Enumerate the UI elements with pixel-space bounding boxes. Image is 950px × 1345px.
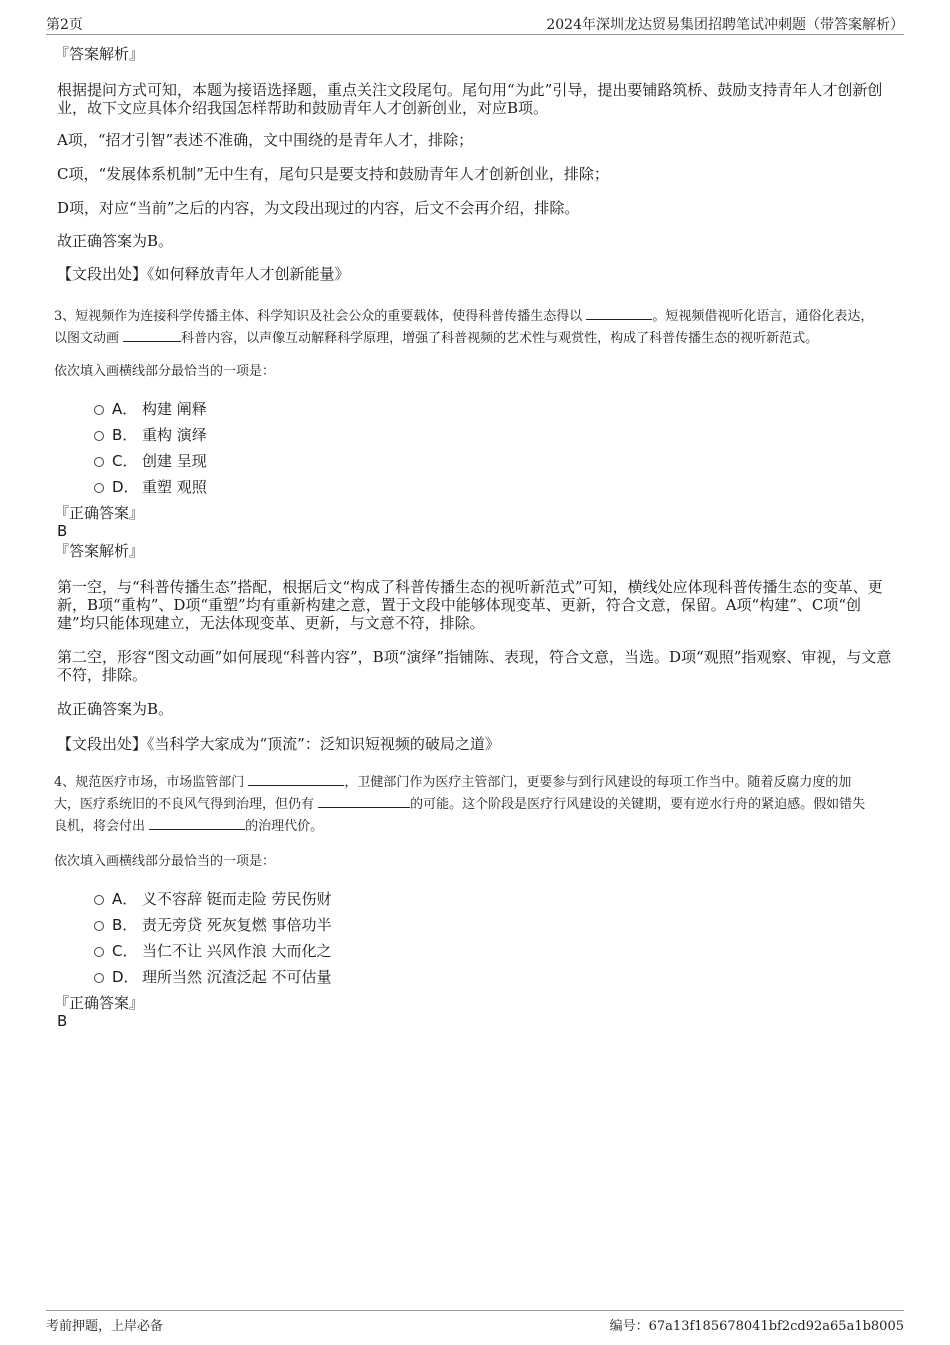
analysis-paragraph: 第一空，与“科普传播生态”搭配，根据后文“构成了科普传播生态的视听新范式”可知，横线处应体现科普传播生态的变革、更新，B项“重构”、D项“重塑”均有重新构建之意，置于文段中能够体现变革、更新，符合文意，保留。A项“构建”、C项“创建”均只能体现建立，无法体现变革、更新，与文意不符，排除。 [57, 578, 883, 632]
radio-icon[interactable] [94, 431, 104, 441]
question-prompt: 依次填入画横线部分最恰当的一项是： [54, 364, 276, 379]
question-3 [54, 305, 897, 560]
options-list [94, 886, 897, 990]
source-citation: 【文段出处】《如何释放青年人才创新能量》 [57, 265, 350, 283]
fill-blank [586, 305, 652, 320]
radio-icon[interactable] [94, 947, 104, 957]
option-d[interactable]: D． 重塑 观照 [94, 474, 897, 500]
analysis-label: 『答案解析』 [54, 542, 145, 560]
option-c[interactable]: C． 当仁不让 兴风作浪 大而化之 [94, 938, 897, 964]
radio-icon[interactable] [94, 405, 104, 415]
analysis-paragraph: A项，“招才引智”表述不准确，文中围绕的是青年人才，排除； [57, 131, 474, 149]
analysis-paragraph: C项，“发展体系机制”无中生有，尾句只是要支持和鼓励青年人才创新创业，排除； [57, 165, 609, 183]
page-footer [46, 1310, 904, 1337]
page-header [46, 12, 904, 35]
option-c[interactable]: C． 创建 呈现 [94, 448, 897, 474]
option-d[interactable]: D． 理所当然 沉渣泛起 不可估量 [94, 964, 897, 990]
document-id: 编号：67a13f185678041bf2cd92a65a1b8005 [609, 1319, 904, 1334]
option-b[interactable]: B． 责无旁贷 死灰复燃 事倍功半 [94, 912, 897, 938]
options-list [94, 396, 897, 500]
analysis-conclusion: 故正确答案为B。 [57, 700, 174, 718]
question-stem: 4、规范医疗市场，市场监管部门 ，卫健部门作为医疗主管部门，更要参与到行风建设的每项工作当中。随着反腐力度的加 大，医疗系统旧的不良风气得到治理，但仍有 的可能。这个阶段是医疗行风建设的关键期，要有逆水行舟的紧迫感。假如错失 良机，将会付出 的治理代价。 [54, 771, 897, 837]
question-4 [54, 771, 897, 1030]
page-number: 第2页 [46, 17, 83, 33]
answer-label: 『正确答案』 [54, 994, 145, 1012]
question-prompt: 依次填入画横线部分最恰当的一项是： [54, 854, 276, 869]
radio-icon[interactable] [94, 973, 104, 983]
document-title: 2024年深圳龙达贸易集团招聘笔试冲刺题（带答案解析） [546, 17, 904, 33]
source-citation: 【文段出处】《当科学大家成为“顶流”：泛知识短视频的破局之道》 [57, 735, 500, 753]
question-stem: 3、短视频作为连接科学传播主体、科学知识及社会公众的重要载体，使得科普传播生态得以 。短视频借视听化语言，通俗化表达， 以图文动画 科普内容，以声像互动解释科学原理，增强了科普视频的艺术性与观赏性，构成了科普传播生态的视听新范式。 [54, 305, 897, 349]
fill-blank [248, 771, 344, 786]
answer-value: B [57, 1012, 68, 1030]
analysis-paragraph: D项，对应“当前”之后的内容，为文段出现过的内容，后文不会再介绍，排除。 [57, 199, 580, 217]
option-b[interactable]: B． 重构 演绎 [94, 422, 897, 448]
answer-label: 『正确答案』 [54, 504, 145, 522]
radio-icon[interactable] [94, 457, 104, 467]
option-a[interactable]: A． 义不容辞 铤而走险 劳民伤财 [94, 886, 897, 912]
radio-icon[interactable] [94, 483, 104, 493]
analysis-paragraph: 根据提问方式可知，本题为接语选择题，重点关注文段尾句。尾句用“为此”引导，提出要铺路筑桥、鼓励支持青年人才创新创业，故下文应具体介绍我国怎样帮助和鼓励青年人才创新创业，对应B项。 [57, 81, 883, 117]
option-a[interactable]: A． 构建 阐释 [94, 396, 897, 422]
fill-blank [318, 793, 410, 808]
fill-blank [123, 327, 181, 342]
radio-icon[interactable] [94, 921, 104, 931]
footer-slogan: 考前押题，上岸必备 [46, 1319, 164, 1334]
analysis-paragraph: 第二空，形容“图文动画”如何展现“科普内容”，B项“演绎”指铺陈、表现，符合文意，当选。D项“观照”指观察、审视，与文意不符，排除。 [57, 648, 892, 684]
analysis-conclusion: 故正确答案为B。 [57, 232, 174, 250]
analysis-label: 『答案解析』 [54, 45, 145, 63]
radio-icon[interactable] [94, 895, 104, 905]
page-content [54, 45, 897, 1030]
fill-blank [149, 815, 245, 830]
answer-value: B [57, 522, 68, 540]
